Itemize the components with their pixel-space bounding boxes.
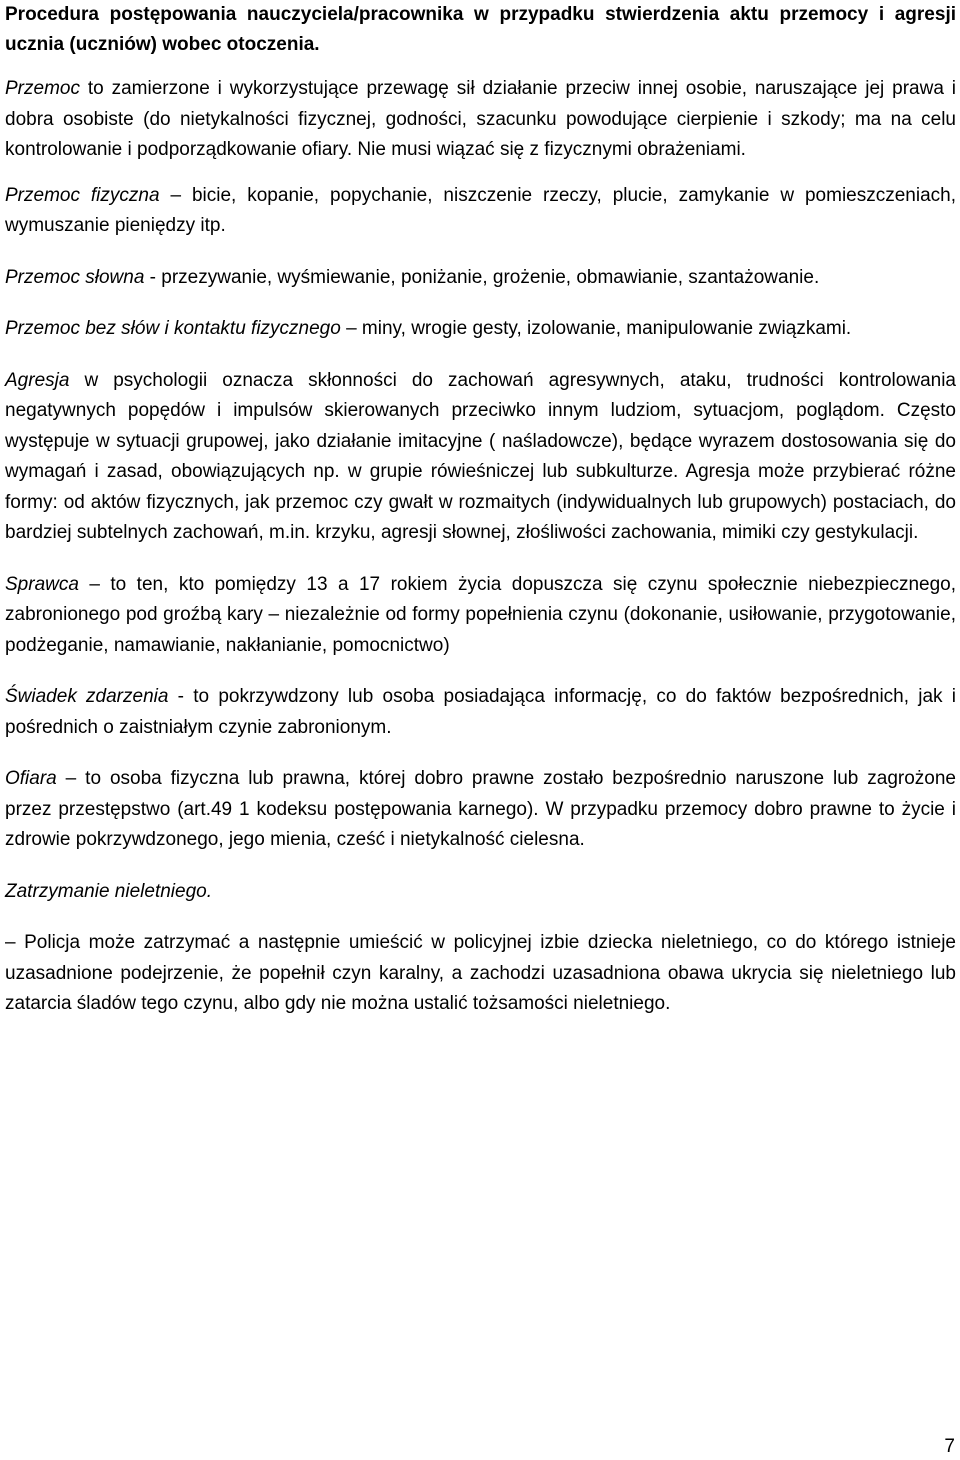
definition-offender: – to ten, kto pomiędzy 13 a 17 rokiem życia dopuszcza się czynu społecznie niebezpiecznego, zabronionego pod groźbą kary – niezależnie od formy popełnienia czynu (dokonanie, usiłowanie, przygotowanie, podżeganie, namawianie, nakłanianie, pomocnictwo) <box>5 573 956 656</box>
section-heading-juvenile-detention: Zatrzymanie nieletniego. <box>5 880 212 902</box>
paragraph-police-detention: – Policja może zatrzymać a następnie umieścić w policyjnej izbie dziecka nieletniego, co do którego istnieje uzasadnione podejrzenie, że popełnił czyn karalny, a zachodzi uzasadniona obawa ukrycia się nieletniego lub zatarcia śladów tego czynu, albo gdy nie można ustalić tożsamości nieletniego. <box>5 932 956 1014</box>
definition-witness: - to pokrzywdzony lub osoba posiadająca informację, co do faktów bezpośrednich, jak i pośrednich o zaistniałym czynie zabronionym. <box>5 686 956 738</box>
term-verbal-violence: Przemoc słowna <box>5 266 145 288</box>
term-aggression: Agresja <box>5 369 70 391</box>
paragraph-offender <box>5 570 956 662</box>
paragraph-nonverbal-violence <box>5 314 956 345</box>
term-nonverbal-violence: Przemoc bez słów i kontaktu fizycznego <box>5 318 341 339</box>
definition-victim: – to osoba fizyczna lub prawna, której dobro prawne zostało bezpośrednio naruszone lub zagrożone przez przestępstwo (art.49 1 kodeksu postępowania karnego). W przypadku przemocy dobro prawne to życie i zdrowie pokrzywdzonego, jego mienia, cześć i nietykalność cielesna. <box>5 768 956 850</box>
definition-violence: to zamierzone i wykorzystujące przewagę sił działanie przeciw innej osobie, naruszające jej prawa i dobra osobiste (do nietykalności fizycznej, godności, szacunku powodujące cierpienie i szkody; ma na celu kontrolowanie i podporządkowanie ofiary. Nie musi wiązać się z fizycznymi obrażeniami. <box>5 78 956 160</box>
definition-verbal-violence: - przezywanie, wyśmiewanie, poniżanie, grożenie, obmawianie, szantażowanie. <box>144 266 820 288</box>
term-victim: Ofiara <box>5 768 57 789</box>
definition-nonverbal-violence: – miny, wrogie gesty, izolowanie, manipulowanie związkami. <box>340 318 852 339</box>
paragraph-witness <box>5 682 956 743</box>
definition-aggression: w psychologii oznacza skłonności do zachowań agresywnych, ataku, trudności kontrolowania negatywnych popędów i impulsów skierowanych przeciwko innym ludziom, sytuacjom, poglądom. Często występuje w sytuacji grupowej, jako działanie imitacyjne ( naśladowcze), będące wyrazem dostosowania się do wymagań i zasad, obowiązujących np. w grupie rówieśniczej lub subkulturze. Agresja może przybierać różne formy: od aktów fizycznych, jak przemoc czy gwałt w rozmaitych (indywidualnych lub grupowych) postaciach, do bardziej subtelnych zachowań, m.in. krzyku, agresji słownej, złośliwości zachowania, mimiki czy gestykulacji. <box>5 369 956 543</box>
paragraph-verbal-violence <box>5 263 956 294</box>
definition-physical-violence: – bicie, kopanie, popychanie, niszczenie rzeczy, plucie, zamykanie w pomieszczeniach, wymuszanie pieniędzy itp. <box>5 184 956 236</box>
term-witness: Świadek zdarzenia <box>5 686 169 707</box>
paragraph-victim <box>5 764 956 856</box>
page-number: 7 <box>944 1436 955 1457</box>
procedure-title: Procedura postępowania nauczyciela/pracownika w przypadku stwierdzenia aktu przemocy i agresji ucznia (uczniów) wobec otoczenia. <box>5 4 956 55</box>
paragraph-violence-definition <box>5 74 956 166</box>
term-violence: Przemoc <box>5 78 80 99</box>
term-physical-violence: Przemoc fizyczna <box>5 184 160 206</box>
term-offender: Sprawca <box>5 573 79 595</box>
paragraph-physical-violence <box>5 181 956 242</box>
document-page <box>5 0 956 1020</box>
paragraph-aggression <box>5 366 956 549</box>
